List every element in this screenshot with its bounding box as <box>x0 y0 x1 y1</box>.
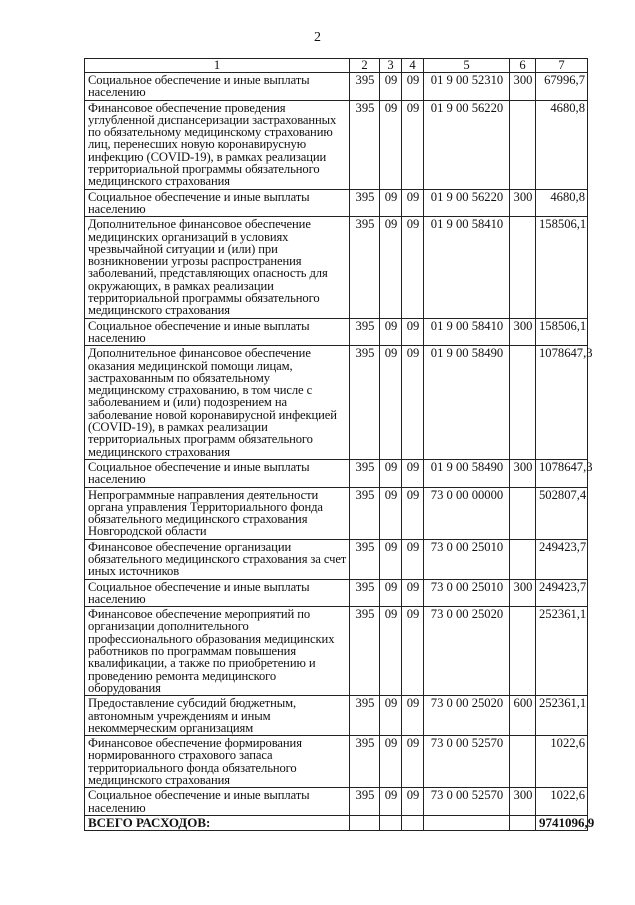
total-label: ВСЕГО РАСХОДОВ: <box>85 815 350 830</box>
row-section-code: 09 <box>380 459 402 487</box>
row-admin-code: 395 <box>350 487 380 539</box>
row-expense-type: 300 <box>510 189 536 217</box>
row-admin-code: 395 <box>350 788 380 816</box>
row-admin-code: 395 <box>350 736 380 788</box>
row-subsection-code: 09 <box>402 459 424 487</box>
table-row <box>85 696 588 736</box>
row-name: Непрограммные направления деятельности органа управления Территориального фонда обязательного медицинского страхования Новгородской области <box>85 487 350 539</box>
row-admin-code: 395 <box>350 539 380 579</box>
table-row <box>85 73 588 101</box>
row-name: Социальное обеспечение и иные выплаты населению <box>85 318 350 346</box>
row-expense-type: 300 <box>510 318 536 346</box>
row-target-code: 01 9 00 56220 <box>424 189 510 217</box>
table-row <box>85 736 588 788</box>
table-row <box>85 788 588 816</box>
row-subsection-code: 09 <box>402 318 424 346</box>
column-header: 6 <box>510 59 536 73</box>
row-section-code: 09 <box>380 607 402 696</box>
row-amount: 252361,1 <box>536 607 588 696</box>
row-expense-type <box>510 100 536 189</box>
row-subsection-code: 09 <box>402 189 424 217</box>
row-section-code: 09 <box>380 73 402 101</box>
row-admin-code: 395 <box>350 607 380 696</box>
row-subsection-code: 09 <box>402 487 424 539</box>
row-expense-type: 300 <box>510 579 536 607</box>
row-name: Социальное обеспечение и иные выплаты населению <box>85 459 350 487</box>
row-subsection-code: 09 <box>402 788 424 816</box>
row-name: Социальное обеспечение и иные выплаты населению <box>85 189 350 217</box>
row-target-code: 73 0 00 25010 <box>424 579 510 607</box>
row-expense-type <box>510 607 536 696</box>
row-target-code: 01 9 00 58490 <box>424 459 510 487</box>
row-section-code: 09 <box>380 487 402 539</box>
row-target-code: 73 0 00 25020 <box>424 696 510 736</box>
row-section-code: 09 <box>380 788 402 816</box>
row-target-code: 01 9 00 58490 <box>424 346 510 460</box>
table-row <box>85 346 588 460</box>
row-subsection-code: 09 <box>402 696 424 736</box>
row-admin-code: 395 <box>350 73 380 101</box>
row-admin-code: 395 <box>350 318 380 346</box>
row-amount: 4680,8 <box>536 100 588 189</box>
row-name: Финансовое обеспечение проведения углубленной диспансеризации застрахованных по обязательному медицинскому страхованию лиц, перенесших новую коронавирусную инфекцию (COVID-19), в рамках реализации территориальной программы обязательного медицинского страхования <box>85 100 350 189</box>
row-admin-code: 395 <box>350 217 380 318</box>
row-subsection-code: 09 <box>402 736 424 788</box>
row-section-code: 09 <box>380 217 402 318</box>
column-header: 7 <box>536 59 588 73</box>
row-expense-type <box>510 346 536 460</box>
row-expense-type <box>510 487 536 539</box>
row-target-code: 01 9 00 58410 <box>424 217 510 318</box>
page-number: 2 <box>314 30 321 45</box>
table-row <box>85 607 588 696</box>
row-name: Финансовое обеспечение формирования нормированного страхового запаса территориального фонда обязательного медицинского страхования <box>85 736 350 788</box>
row-name: Социальное обеспечение и иные выплаты населению <box>85 73 350 101</box>
column-header: 3 <box>380 59 402 73</box>
column-header: 2 <box>350 59 380 73</box>
row-section-code: 09 <box>380 696 402 736</box>
row-subsection-code: 09 <box>402 539 424 579</box>
total-empty-cell <box>402 815 424 830</box>
row-section-code: 09 <box>380 539 402 579</box>
row-expense-type <box>510 539 536 579</box>
column-header: 1 <box>85 59 350 73</box>
row-amount: 158506,1 <box>536 318 588 346</box>
total-row <box>85 815 588 830</box>
row-admin-code: 395 <box>350 189 380 217</box>
row-expense-type <box>510 217 536 318</box>
row-target-code: 73 0 00 52570 <box>424 736 510 788</box>
row-expense-type <box>510 736 536 788</box>
total-empty-cell <box>380 815 402 830</box>
row-section-code: 09 <box>380 189 402 217</box>
table-row <box>85 217 588 318</box>
row-name: Предоставление субсидий бюджетным, автономным учреждениям и иным некоммерческим организациям <box>85 696 350 736</box>
table-body <box>85 73 593 816</box>
row-subsection-code: 09 <box>402 579 424 607</box>
row-expense-type: 300 <box>510 459 536 487</box>
row-amount: 4680,8 <box>536 189 588 217</box>
row-amount: 1022,6 <box>536 788 588 816</box>
column-header: 5 <box>424 59 510 73</box>
row-subsection-code: 09 <box>402 217 424 318</box>
row-target-code: 73 0 00 25020 <box>424 607 510 696</box>
column-number-row <box>85 59 588 73</box>
row-expense-type: 300 <box>510 73 536 101</box>
row-admin-code: 395 <box>350 459 380 487</box>
table-row <box>85 579 588 607</box>
row-amount: 1078647,3 <box>536 346 588 460</box>
expenditure-table <box>84 58 595 831</box>
row-target-code: 73 0 00 25010 <box>424 539 510 579</box>
row-target-code: 01 9 00 58410 <box>424 318 510 346</box>
row-amount: 158506,1 <box>536 217 588 318</box>
row-subsection-code: 09 <box>402 73 424 101</box>
column-header: 4 <box>402 59 424 73</box>
row-amount: 502807,4 <box>536 487 588 539</box>
row-amount: 1078647,3 <box>536 459 588 487</box>
row-name: Финансовое обеспечение организации обязательного медицинского страхования за счет иных источников <box>85 539 350 579</box>
row-name: Финансовое обеспечение мероприятий по организации дополнительного профессионального образования медицинских работников по программам повышения квалификации, а также по приобретению и проведению ремонта медицинского оборудования <box>85 607 350 696</box>
row-admin-code: 395 <box>350 696 380 736</box>
row-target-code: 01 9 00 56220 <box>424 100 510 189</box>
row-subsection-code: 09 <box>402 607 424 696</box>
row-amount: 67996,7 <box>536 73 588 101</box>
row-section-code: 09 <box>380 736 402 788</box>
row-amount: 1022,6 <box>536 736 588 788</box>
row-amount: 249423,7 <box>536 539 588 579</box>
table-row <box>85 539 588 579</box>
row-section-code: 09 <box>380 318 402 346</box>
row-admin-code: 395 <box>350 579 380 607</box>
total-amount: 9741096,9 <box>536 815 588 830</box>
row-name: Дополнительное финансовое обеспечение медицинских организаций в условиях чрезвычайной ситуации и (или) при возникновении угрозы распространения заболеваний, представляющих опасность для окружающих, в рамках реализации территориальной программы обязательного медицинского страхования <box>85 217 350 318</box>
row-target-code: 73 0 00 52570 <box>424 788 510 816</box>
row-admin-code: 395 <box>350 346 380 460</box>
row-target-code: 01 9 00 52310 <box>424 73 510 101</box>
row-section-code: 09 <box>380 346 402 460</box>
table-row <box>85 487 588 539</box>
table-row <box>85 189 588 217</box>
row-admin-code: 395 <box>350 100 380 189</box>
row-expense-type: 600 <box>510 696 536 736</box>
table-row <box>85 100 588 189</box>
total-empty-cell <box>510 815 536 830</box>
row-subsection-code: 09 <box>402 346 424 460</box>
row-target-code: 73 0 00 00000 <box>424 487 510 539</box>
row-name: Социальное обеспечение и иные выплаты населению <box>85 788 350 816</box>
row-amount: 249423,7 <box>536 579 588 607</box>
row-name: Дополнительное финансовое обеспечение оказания медицинской помощи лицам, застрахованным по обязательному медицинскому страхованию, в том числе с заболеванием и (или) подозрением на заболевание новой коронавирусной инфекцией (COVID-19), в рамках реализации территориальных программ обязательного медицинского страхования <box>85 346 350 460</box>
table-row <box>85 318 588 346</box>
table-row <box>85 459 588 487</box>
row-expense-type: 300 <box>510 788 536 816</box>
row-amount: 252361,1 <box>536 696 588 736</box>
row-name: Социальное обеспечение и иные выплаты населению <box>85 579 350 607</box>
total-empty-cell <box>350 815 380 830</box>
row-section-code: 09 <box>380 579 402 607</box>
total-empty-cell <box>424 815 510 830</box>
row-section-code: 09 <box>380 100 402 189</box>
row-subsection-code: 09 <box>402 100 424 189</box>
